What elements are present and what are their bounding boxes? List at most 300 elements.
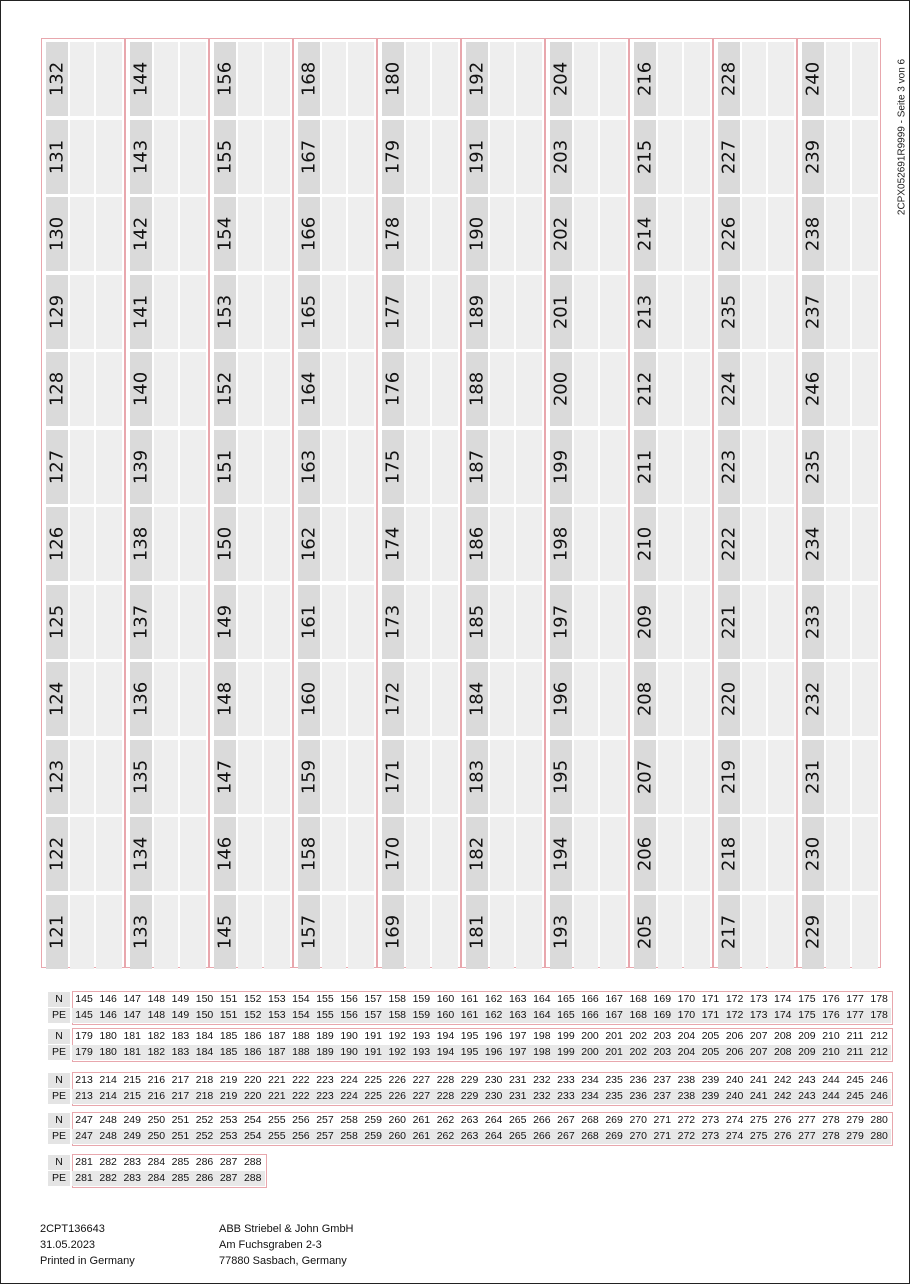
pe-value-cell: 173 [747, 1008, 771, 1023]
label-blank-cell [70, 430, 94, 504]
label-number: 207 [634, 759, 656, 794]
label-number: 196 [550, 681, 572, 717]
pe-value-cell: 221 [265, 1089, 289, 1104]
label-number-cell [130, 662, 152, 736]
n-value-cell: 178 [870, 993, 888, 1005]
label-number: 155 [214, 139, 236, 174]
label-blank-cell [154, 352, 178, 426]
label-blank-cell [432, 740, 458, 814]
n-value-cell: 255 [268, 1114, 286, 1126]
pe-value-cell: 162 [482, 1008, 506, 1023]
label-blank-cell [70, 197, 94, 271]
label-blank-cell [852, 42, 878, 116]
label-blank-cell [406, 430, 430, 504]
n-value-cell: 256 [292, 1114, 310, 1126]
label-blank-cell [768, 275, 794, 349]
label-blank-cell [238, 817, 262, 891]
side-document-code [895, 41, 909, 241]
label-number-cell [466, 740, 488, 814]
label-blank-cell [742, 352, 766, 426]
label-blank-cell [852, 352, 878, 426]
label-number: 165 [298, 294, 320, 329]
label-blank-cell [238, 662, 262, 736]
n-pe-table [48, 1072, 893, 1106]
pe-value-cell: 249 [120, 1129, 144, 1144]
pe-value-cell: 171 [698, 1008, 722, 1023]
label-number-cell [214, 197, 236, 271]
pe-value-cell: 218 [192, 1089, 216, 1104]
label-number-cell [214, 895, 236, 969]
pe-value-cell: 149 [168, 1008, 192, 1023]
n-value-cell: 153 [268, 993, 286, 1005]
n-value-cell: 187 [268, 1030, 286, 1042]
pe-value-cell: 239 [698, 1089, 722, 1104]
pe-value-cell: 256 [289, 1129, 313, 1144]
label-number: 193 [550, 914, 572, 949]
label-blank-cell [742, 275, 766, 349]
n-value-cell: 229 [460, 1074, 479, 1086]
pe-value-cell: 236 [626, 1089, 650, 1104]
label-blank-cell [600, 740, 626, 814]
label-number: 148 [214, 681, 236, 717]
n-value-cell: 192 [388, 1030, 407, 1042]
label-number-cell [382, 197, 404, 271]
n-value-cell: 219 [219, 1074, 238, 1086]
pe-value-cell: 237 [650, 1089, 674, 1104]
n-values [72, 1073, 891, 1088]
n-value-cell: 233 [557, 1074, 575, 1086]
pe-value-cell: 222 [289, 1089, 313, 1104]
label-number-cell [466, 507, 488, 581]
label-number: 189 [466, 294, 488, 329]
label-number: 177 [382, 294, 404, 329]
pe-value-cell: 146 [96, 1008, 120, 1023]
n-value-cell: 277 [798, 1114, 816, 1126]
label-number: 132 [46, 61, 68, 97]
label-blank-cell [322, 42, 346, 116]
n-value-cell: 284 [147, 1156, 166, 1168]
label-number-cell [802, 507, 824, 581]
label-blank-cell [432, 817, 458, 891]
label-number: 194 [550, 836, 572, 872]
pe-value-cell: 202 [626, 1045, 650, 1060]
label-blank-cell [742, 662, 766, 736]
label-number: 158 [298, 836, 320, 872]
pe-value-cell: 229 [458, 1089, 482, 1104]
n-values [72, 1155, 265, 1170]
pe-value-cell: 208 [771, 1045, 795, 1060]
pe-value-cell: 268 [578, 1129, 602, 1144]
n-value-cell: 249 [123, 1114, 141, 1126]
label-number: 174 [382, 526, 404, 562]
label-blank-cell [180, 430, 206, 504]
label-number: 135 [130, 759, 152, 794]
pe-value-cell: 175 [795, 1008, 819, 1023]
label-number: 219 [718, 759, 740, 794]
pe-value-cell: 205 [698, 1045, 722, 1060]
pe-value-cell: 238 [674, 1089, 698, 1104]
n-value-cell: 238 [677, 1074, 696, 1086]
label-number-cell [46, 430, 68, 504]
label-blank-cell [180, 352, 206, 426]
label-number-cell [634, 430, 656, 504]
label-number-cell [550, 817, 572, 891]
label-blank-cell [154, 275, 178, 349]
n-value-cell: 155 [316, 993, 334, 1005]
pe-values [72, 1008, 891, 1023]
n-row [48, 992, 888, 1007]
label-number-cell [634, 740, 656, 814]
n-value-cell: 268 [581, 1114, 599, 1126]
label-blank-cell [154, 585, 178, 659]
label-number-cell [382, 507, 404, 581]
label-blank-cell [658, 42, 682, 116]
label-number-cell [298, 120, 320, 194]
label-number: 138 [130, 526, 152, 562]
pe-value-cell: 189 [313, 1045, 337, 1060]
pe-value-cell: 185 [217, 1045, 241, 1060]
label-number: 182 [466, 836, 488, 872]
n-value-cell: 235 [605, 1074, 623, 1086]
label-number: 218 [718, 836, 740, 872]
n-value-cell: 200 [581, 1030, 599, 1042]
label-blank-cell [742, 740, 766, 814]
label-number-cell [214, 817, 236, 891]
n-value-cell: 253 [219, 1114, 238, 1126]
label-blank-cell [264, 895, 290, 969]
label-blank-cell [238, 120, 262, 194]
pe-value-cell: 233 [554, 1089, 578, 1104]
n-value-cell: 281 [75, 1156, 93, 1168]
label-blank-cell [432, 895, 458, 969]
label-number-cell [550, 740, 572, 814]
n-value-cell: 180 [99, 1030, 117, 1042]
n-row [48, 1113, 888, 1128]
label-number-cell [802, 740, 824, 814]
n-value-cell: 160 [436, 993, 455, 1005]
footer-street: Am Fuchsgraben 2-3 [219, 1239, 322, 1251]
n-row [48, 1155, 262, 1170]
label-blank-cell [490, 197, 514, 271]
label-number: 211 [634, 449, 656, 484]
label-number-cell [298, 507, 320, 581]
label-number: 191 [466, 139, 488, 174]
label-blank-cell [826, 740, 850, 814]
label-blank-cell [684, 430, 710, 504]
label-number: 140 [130, 371, 152, 407]
n-value-cell: 213 [75, 1074, 93, 1086]
label-blank-cell [154, 120, 178, 194]
pe-value-cell: 272 [674, 1129, 698, 1144]
label-blank-cell [96, 662, 122, 736]
label-blank-cell [180, 662, 206, 736]
label-blank-cell [432, 662, 458, 736]
label-number: 170 [382, 836, 404, 872]
label-blank-cell [70, 352, 94, 426]
footer-left [40, 1221, 135, 1269]
pe-value-cell: 220 [241, 1089, 265, 1104]
n-value-cell: 166 [581, 993, 599, 1005]
label-blank-cell [742, 895, 766, 969]
pe-value-cell: 248 [96, 1129, 120, 1144]
pe-value-cell: 262 [433, 1129, 457, 1144]
label-number: 183 [466, 759, 488, 794]
label-blank-cell [264, 662, 290, 736]
n-value-cell: 263 [460, 1114, 479, 1126]
pe-value-cell: 212 [867, 1045, 891, 1060]
label-blank-cell [432, 120, 458, 194]
label-number-cell [46, 197, 68, 271]
label-number-cell [130, 895, 152, 969]
pe-row-label: PE [48, 1171, 70, 1186]
label-number: 240 [802, 61, 824, 97]
pe-value-cell: 273 [698, 1129, 722, 1144]
label-blank-cell [516, 507, 542, 581]
label-number-cell [634, 662, 656, 736]
pe-value-cell: 287 [217, 1171, 241, 1186]
label-blank-cell [684, 662, 710, 736]
label-blank-cell [574, 895, 598, 969]
n-value-cell: 279 [846, 1114, 864, 1126]
n-value-cell: 167 [605, 993, 623, 1005]
pe-row [48, 1045, 888, 1060]
label-number: 223 [718, 449, 740, 484]
label-block [377, 38, 461, 968]
label-number: 190 [466, 216, 488, 252]
label-number-cell [298, 895, 320, 969]
n-value-cell: 161 [460, 993, 479, 1005]
n-value-cell: 177 [846, 993, 864, 1005]
label-number-cell [718, 817, 740, 891]
label-blank-cell [348, 895, 374, 969]
label-number-cell [382, 817, 404, 891]
label-number-cell [802, 275, 824, 349]
pe-value-cell: 263 [458, 1129, 482, 1144]
n-value-cell: 156 [340, 993, 358, 1005]
label-blank-cell [96, 895, 122, 969]
pe-value-cell: 166 [578, 1008, 602, 1023]
label-blank-cell [406, 197, 430, 271]
pe-value-cell: 269 [602, 1129, 626, 1144]
label-blank-cell [96, 585, 122, 659]
label-blank-cell [322, 120, 346, 194]
label-number-cell [46, 740, 68, 814]
pe-value-cell: 200 [578, 1045, 602, 1060]
label-number-cell [718, 352, 740, 426]
pe-value-cell: 187 [265, 1045, 289, 1060]
pe-value-cell: 278 [819, 1129, 843, 1144]
pe-value-cell: 219 [217, 1089, 241, 1104]
pe-value-cell: 234 [578, 1089, 602, 1104]
n-value-cell: 269 [605, 1114, 623, 1126]
label-blank-cell [574, 740, 598, 814]
label-number-cell [382, 740, 404, 814]
pe-value-cell: 223 [313, 1089, 337, 1104]
n-value-cell: 170 [677, 993, 696, 1005]
label-number-cell [802, 42, 824, 116]
n-value-cell: 154 [292, 993, 310, 1005]
label-blank-cell [516, 585, 542, 659]
pe-value-cell: 196 [482, 1045, 506, 1060]
pe-value-cell: 158 [385, 1008, 409, 1023]
label-blank-cell [180, 120, 206, 194]
label-blank-cell [574, 662, 598, 736]
label-blank-cell [180, 42, 206, 116]
pe-value-cell: 230 [482, 1089, 506, 1104]
n-value-cell: 228 [436, 1074, 455, 1086]
label-blank-cell [238, 507, 262, 581]
pe-value-cell: 217 [168, 1089, 192, 1104]
label-number-cell [298, 740, 320, 814]
n-value-cell: 172 [725, 993, 744, 1005]
label-blank-cell [684, 895, 710, 969]
label-number: 160 [298, 681, 320, 717]
label-blank-cell [852, 197, 878, 271]
footer-date: 31.05.2023 [40, 1239, 96, 1251]
n-value-cell: 243 [798, 1074, 816, 1086]
label-blank-cell [322, 275, 346, 349]
label-number-cell [382, 275, 404, 349]
footer-company: ABB Striebel & John GmbH [219, 1223, 354, 1235]
n-value-cell: 274 [725, 1114, 744, 1126]
n-value-cell: 223 [316, 1074, 334, 1086]
n-value-cell: 191 [364, 1030, 382, 1042]
n-value-cell: 288 [243, 1156, 262, 1168]
label-number: 224 [718, 371, 740, 407]
n-value-cell: 237 [653, 1074, 672, 1086]
label-blank-cell [490, 507, 514, 581]
label-number-cell [634, 42, 656, 116]
label-number-cell [550, 507, 572, 581]
label-number-cell [298, 585, 320, 659]
label-number: 209 [634, 604, 656, 639]
label-number-cell [718, 120, 740, 194]
label-blank-cell [742, 197, 766, 271]
label-blank-cell [516, 895, 542, 969]
label-number: 125 [46, 604, 68, 639]
label-number: 172 [382, 681, 404, 717]
label-blank-cell [96, 507, 122, 581]
label-number-cell [130, 42, 152, 116]
label-blank-cell [516, 42, 542, 116]
pe-value-cell: 165 [554, 1008, 578, 1023]
label-blank-cell [852, 740, 878, 814]
label-number: 136 [130, 681, 152, 717]
label-number: 147 [214, 759, 236, 794]
n-value-cell: 236 [629, 1074, 647, 1086]
n-value-cell: 183 [171, 1030, 190, 1042]
label-blank-cell [264, 740, 290, 814]
label-blank-cell [432, 42, 458, 116]
n-value-cell: 197 [508, 1030, 527, 1042]
label-number: 222 [718, 526, 740, 562]
label-number: 129 [46, 294, 68, 329]
pe-value-cell: 266 [530, 1129, 554, 1144]
n-value-cell: 258 [340, 1114, 358, 1126]
pe-value-cell: 159 [409, 1008, 433, 1023]
label-number-cell [382, 895, 404, 969]
n-value-cell: 242 [774, 1074, 792, 1086]
label-number-cell [130, 585, 152, 659]
label-blank-cell [742, 120, 766, 194]
n-value-cell: 218 [195, 1074, 214, 1086]
label-number-cell [802, 817, 824, 891]
label-blank-cell [154, 817, 178, 891]
n-value-cell: 147 [123, 993, 141, 1005]
footer-city: 77880 Sasbach, Germany [219, 1255, 347, 1267]
label-number: 227 [718, 139, 740, 174]
pe-value-cell: 285 [168, 1171, 192, 1186]
label-blank-cell [348, 507, 374, 581]
n-value-cell: 198 [533, 1030, 551, 1042]
label-blank-cell [600, 662, 626, 736]
pe-value-cell: 261 [409, 1129, 433, 1144]
label-number-cell [130, 120, 152, 194]
n-value-cell: 189 [316, 1030, 334, 1042]
label-blank-cell [154, 662, 178, 736]
label-number-cell [298, 197, 320, 271]
label-number: 239 [802, 139, 824, 174]
label-number-cell [802, 120, 824, 194]
label-number-cell [130, 740, 152, 814]
label-number: 229 [802, 914, 824, 949]
label-number-cell [634, 895, 656, 969]
label-blank-cell [264, 817, 290, 891]
label-blank-cell [322, 430, 346, 504]
n-value-cell: 214 [99, 1074, 117, 1086]
pe-value-cell: 193 [409, 1045, 433, 1060]
label-blank-cell [658, 275, 682, 349]
label-number: 238 [802, 216, 824, 252]
label-number-cell [214, 42, 236, 116]
label-number: 201 [550, 294, 572, 329]
label-number: 163 [298, 449, 320, 484]
pe-value-cell: 257 [313, 1129, 337, 1144]
pe-value-cell: 214 [96, 1089, 120, 1104]
label-blank-cell [154, 42, 178, 116]
label-blank-cell [238, 197, 262, 271]
label-number-cell [214, 430, 236, 504]
label-blank-cell [432, 507, 458, 581]
label-blank-cell [264, 120, 290, 194]
n-value-cell: 175 [798, 993, 816, 1005]
pe-value-cell: 148 [144, 1008, 168, 1023]
pe-value-cell: 259 [361, 1129, 385, 1144]
n-pe-table [48, 1154, 267, 1188]
pe-value-cell: 277 [795, 1129, 819, 1144]
label-blank-cell [432, 275, 458, 349]
label-number: 185 [466, 604, 488, 639]
label-blank-cell [826, 507, 850, 581]
label-blank-cell [574, 585, 598, 659]
label-blank-cell [154, 430, 178, 504]
label-blank-cell [96, 275, 122, 349]
pe-value-cell: 152 [241, 1008, 265, 1023]
label-blank-cell [852, 120, 878, 194]
n-value-cell: 248 [99, 1114, 117, 1126]
label-number: 179 [382, 139, 404, 174]
label-block [461, 38, 545, 968]
label-blank-cell [658, 120, 682, 194]
pe-value-cell: 182 [144, 1045, 168, 1060]
label-blank-cell [406, 275, 430, 349]
label-number: 186 [466, 526, 488, 562]
pe-value-cell: 282 [96, 1171, 120, 1186]
label-number-cell [130, 275, 152, 349]
label-number: 142 [130, 216, 152, 252]
pe-value-cell: 281 [72, 1171, 96, 1186]
label-blank-cell [348, 817, 374, 891]
